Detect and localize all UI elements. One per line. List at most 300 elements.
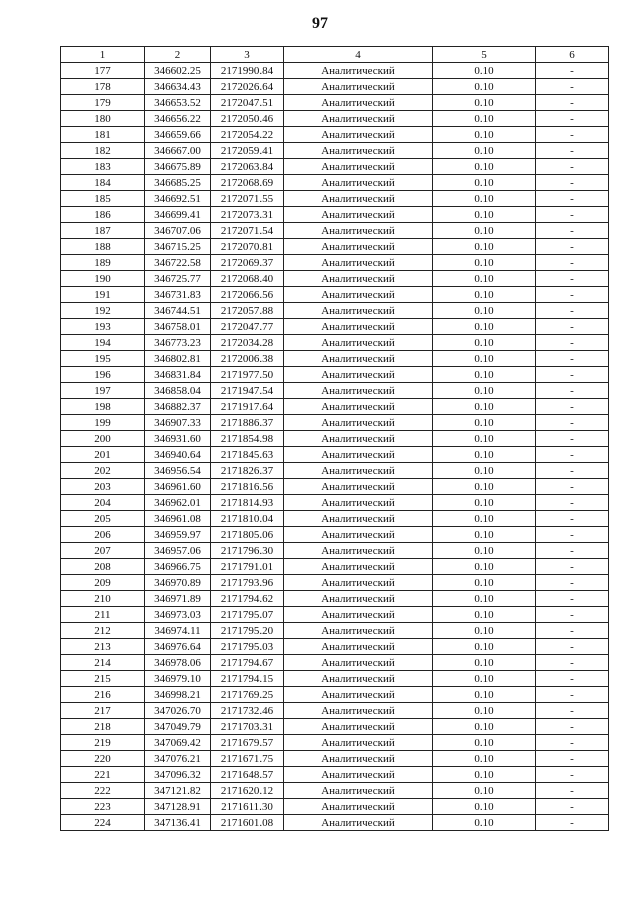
table-cell: 2171990.84 bbox=[211, 63, 284, 79]
table-cell: 2172050.46 bbox=[211, 111, 284, 127]
table-cell: 0.10 bbox=[433, 287, 536, 303]
table-cell: - bbox=[536, 575, 609, 591]
table-cell: 346979.10 bbox=[145, 671, 211, 687]
table-row bbox=[61, 335, 609, 351]
table-cell: 2171796.30 bbox=[211, 543, 284, 559]
table-cell: - bbox=[536, 607, 609, 623]
table-cell: Аналитический bbox=[284, 479, 433, 495]
table-cell: 194 bbox=[61, 335, 145, 351]
table-row bbox=[61, 319, 609, 335]
table-cell: 0.10 bbox=[433, 543, 536, 559]
table-cell: 2172063.84 bbox=[211, 159, 284, 175]
table-cell: 201 bbox=[61, 447, 145, 463]
table-cell: 0.10 bbox=[433, 351, 536, 367]
table-cell: 0.10 bbox=[433, 79, 536, 95]
table-cell: 0.10 bbox=[433, 511, 536, 527]
table-cell: 181 bbox=[61, 127, 145, 143]
table-row bbox=[61, 367, 609, 383]
table-cell: 180 bbox=[61, 111, 145, 127]
table-row bbox=[61, 111, 609, 127]
page-number: 97 bbox=[312, 15, 328, 32]
table-row bbox=[61, 287, 609, 303]
table-cell: 0.10 bbox=[433, 175, 536, 191]
table-cell: Аналитический bbox=[284, 303, 433, 319]
table-cell: Аналитический bbox=[284, 639, 433, 655]
coordinates-table bbox=[60, 46, 609, 831]
table-cell: 346971.89 bbox=[145, 591, 211, 607]
table-cell: 186 bbox=[61, 207, 145, 223]
table-cell: - bbox=[536, 671, 609, 687]
table-row bbox=[61, 671, 609, 687]
table-cell: 0.10 bbox=[433, 783, 536, 799]
table-cell: 2171793.96 bbox=[211, 575, 284, 591]
table-cell: 346659.66 bbox=[145, 127, 211, 143]
table-cell: Аналитический bbox=[284, 95, 433, 111]
table-cell: 0.10 bbox=[433, 591, 536, 607]
table-cell: - bbox=[536, 639, 609, 655]
table-cell: 346744.51 bbox=[145, 303, 211, 319]
table-cell: 203 bbox=[61, 479, 145, 495]
table-cell: Аналитический bbox=[284, 143, 433, 159]
table-cell: Аналитический bbox=[284, 335, 433, 351]
table-cell: - bbox=[536, 111, 609, 127]
table-cell: 212 bbox=[61, 623, 145, 639]
table-row bbox=[61, 431, 609, 447]
table-cell: 0.10 bbox=[433, 319, 536, 335]
table-cell: 347049.79 bbox=[145, 719, 211, 735]
table-row bbox=[61, 127, 609, 143]
table-cell: 346931.60 bbox=[145, 431, 211, 447]
table-row bbox=[61, 463, 609, 479]
table-cell: 346725.77 bbox=[145, 271, 211, 287]
table-cell: 346773.23 bbox=[145, 335, 211, 351]
column-header: 4 bbox=[284, 47, 433, 63]
table-cell: 347136.41 bbox=[145, 815, 211, 831]
table-cell: 0.10 bbox=[433, 671, 536, 687]
table-row bbox=[61, 687, 609, 703]
table-cell: Аналитический bbox=[284, 511, 433, 527]
table-cell: Аналитический bbox=[284, 383, 433, 399]
table-cell: Аналитический bbox=[284, 607, 433, 623]
table-cell: 215 bbox=[61, 671, 145, 687]
table-cell: 223 bbox=[61, 799, 145, 815]
table-cell: 0.10 bbox=[433, 335, 536, 351]
table-cell: 213 bbox=[61, 639, 145, 655]
table-cell: 216 bbox=[61, 687, 145, 703]
table-cell: - bbox=[536, 271, 609, 287]
table-cell: Аналитический bbox=[284, 207, 433, 223]
table-cell: - bbox=[536, 351, 609, 367]
table-cell: 2171794.62 bbox=[211, 591, 284, 607]
table-cell: 2171977.50 bbox=[211, 367, 284, 383]
table-row bbox=[61, 447, 609, 463]
table-cell: 0.10 bbox=[433, 767, 536, 783]
table-cell: - bbox=[536, 463, 609, 479]
table-row bbox=[61, 511, 609, 527]
table-cell: Аналитический bbox=[284, 159, 433, 175]
table-cell: 189 bbox=[61, 255, 145, 271]
table-cell: 204 bbox=[61, 495, 145, 511]
column-header: 5 bbox=[433, 47, 536, 63]
table-cell: 2171917.64 bbox=[211, 399, 284, 415]
table-cell: 346998.21 bbox=[145, 687, 211, 703]
table-cell: 185 bbox=[61, 191, 145, 207]
table-row bbox=[61, 143, 609, 159]
table-row bbox=[61, 543, 609, 559]
table-cell: 0.10 bbox=[433, 639, 536, 655]
table-cell: - bbox=[536, 287, 609, 303]
table-cell: 347076.21 bbox=[145, 751, 211, 767]
table-cell: - bbox=[536, 63, 609, 79]
table-cell: 346675.89 bbox=[145, 159, 211, 175]
table-cell: 2171845.63 bbox=[211, 447, 284, 463]
table-cell: 202 bbox=[61, 463, 145, 479]
table-cell: - bbox=[536, 479, 609, 495]
table-row bbox=[61, 575, 609, 591]
table-row bbox=[61, 95, 609, 111]
table-cell: 0.10 bbox=[433, 751, 536, 767]
table-cell: - bbox=[536, 431, 609, 447]
table-row bbox=[61, 815, 609, 831]
table-cell: - bbox=[536, 399, 609, 415]
table-cell: - bbox=[536, 751, 609, 767]
table-cell: 0.10 bbox=[433, 239, 536, 255]
table-cell: 197 bbox=[61, 383, 145, 399]
table-cell: 346656.22 bbox=[145, 111, 211, 127]
table-cell: 0.10 bbox=[433, 95, 536, 111]
table-cell: - bbox=[536, 559, 609, 575]
table-row bbox=[61, 719, 609, 735]
table-cell: 2171795.07 bbox=[211, 607, 284, 623]
table-cell: 2172059.41 bbox=[211, 143, 284, 159]
table-cell: 0.10 bbox=[433, 367, 536, 383]
table-cell: 2171816.56 bbox=[211, 479, 284, 495]
table-cell: Аналитический bbox=[284, 575, 433, 591]
table-cell: Аналитический bbox=[284, 719, 433, 735]
table-cell: Аналитический bbox=[284, 271, 433, 287]
table-cell: 210 bbox=[61, 591, 145, 607]
table-cell: - bbox=[536, 815, 609, 831]
table-cell: 0.10 bbox=[433, 607, 536, 623]
table-cell: Аналитический bbox=[284, 319, 433, 335]
table-cell: 0.10 bbox=[433, 735, 536, 751]
table-cell: 2171810.04 bbox=[211, 511, 284, 527]
table-cell: 198 bbox=[61, 399, 145, 415]
table-cell: 346602.25 bbox=[145, 63, 211, 79]
table-row bbox=[61, 495, 609, 511]
table-cell: 183 bbox=[61, 159, 145, 175]
table-row bbox=[61, 703, 609, 719]
table-cell: 2172068.40 bbox=[211, 271, 284, 287]
table-cell: - bbox=[536, 175, 609, 191]
table-cell: Аналитический bbox=[284, 223, 433, 239]
table-cell: 0.10 bbox=[433, 687, 536, 703]
table-cell: 0.10 bbox=[433, 255, 536, 271]
table-cell: Аналитический bbox=[284, 735, 433, 751]
table-cell: 0.10 bbox=[433, 63, 536, 79]
table-cell: - bbox=[536, 687, 609, 703]
table-cell: 205 bbox=[61, 511, 145, 527]
table-cell: 2172047.77 bbox=[211, 319, 284, 335]
table-cell: 2172026.64 bbox=[211, 79, 284, 95]
table-cell: 211 bbox=[61, 607, 145, 623]
table-header-row bbox=[61, 47, 609, 63]
table-cell: 346940.64 bbox=[145, 447, 211, 463]
table-cell: 208 bbox=[61, 559, 145, 575]
table-cell: 346974.11 bbox=[145, 623, 211, 639]
table-cell: 346961.60 bbox=[145, 479, 211, 495]
table-cell: 2171854.98 bbox=[211, 431, 284, 447]
table-row bbox=[61, 383, 609, 399]
table-cell: 177 bbox=[61, 63, 145, 79]
table-cell: 2171769.25 bbox=[211, 687, 284, 703]
table-cell: - bbox=[536, 543, 609, 559]
table-cell: 207 bbox=[61, 543, 145, 559]
table-cell: Аналитический bbox=[284, 175, 433, 191]
table-cell: - bbox=[536, 495, 609, 511]
table-cell: 0.10 bbox=[433, 559, 536, 575]
table-cell: 0.10 bbox=[433, 799, 536, 815]
table-row bbox=[61, 607, 609, 623]
table-cell: 0.10 bbox=[433, 703, 536, 719]
table-cell: - bbox=[536, 207, 609, 223]
table-cell: 346957.06 bbox=[145, 543, 211, 559]
table-cell: Аналитический bbox=[284, 671, 433, 687]
table-cell: 209 bbox=[61, 575, 145, 591]
table-cell: 346962.01 bbox=[145, 495, 211, 511]
table-cell: 346973.03 bbox=[145, 607, 211, 623]
table-cell: 0.10 bbox=[433, 111, 536, 127]
table-row bbox=[61, 639, 609, 655]
table-cell: Аналитический bbox=[284, 591, 433, 607]
table-cell: 2171805.06 bbox=[211, 527, 284, 543]
table-cell: 184 bbox=[61, 175, 145, 191]
table-cell: 347026.70 bbox=[145, 703, 211, 719]
table-body bbox=[61, 63, 609, 831]
table-row bbox=[61, 479, 609, 495]
table-cell: 0.10 bbox=[433, 143, 536, 159]
table-row bbox=[61, 527, 609, 543]
table-cell: 2171679.57 bbox=[211, 735, 284, 751]
table-cell: 0.10 bbox=[433, 495, 536, 511]
table-cell: Аналитический bbox=[284, 367, 433, 383]
table-cell: 0.10 bbox=[433, 655, 536, 671]
table-cell: 2171794.15 bbox=[211, 671, 284, 687]
table-cell: Аналитический bbox=[284, 655, 433, 671]
table-row bbox=[61, 175, 609, 191]
table-row bbox=[61, 191, 609, 207]
table-cell: - bbox=[536, 447, 609, 463]
table-cell: 0.10 bbox=[433, 399, 536, 415]
table-cell: 2171703.31 bbox=[211, 719, 284, 735]
table-cell: - bbox=[536, 127, 609, 143]
table-cell: 0.10 bbox=[433, 719, 536, 735]
table-cell: 2171648.57 bbox=[211, 767, 284, 783]
table-cell: - bbox=[536, 511, 609, 527]
table-cell: Аналитический bbox=[284, 623, 433, 639]
table-cell: Аналитический bbox=[284, 287, 433, 303]
table-cell: 2172069.37 bbox=[211, 255, 284, 271]
table-cell: 346978.06 bbox=[145, 655, 211, 671]
table-cell: 220 bbox=[61, 751, 145, 767]
table-cell: 346722.58 bbox=[145, 255, 211, 271]
table-cell: 191 bbox=[61, 287, 145, 303]
column-header: 3 bbox=[211, 47, 284, 63]
table-cell: 0.10 bbox=[433, 431, 536, 447]
column-header: 1 bbox=[61, 47, 145, 63]
table-cell: 346758.01 bbox=[145, 319, 211, 335]
table-row bbox=[61, 351, 609, 367]
table-row bbox=[61, 623, 609, 639]
table-cell: Аналитический bbox=[284, 127, 433, 143]
table-cell: 0.10 bbox=[433, 271, 536, 287]
table-cell: Аналитический bbox=[284, 415, 433, 431]
table-cell: 195 bbox=[61, 351, 145, 367]
table-cell: 0.10 bbox=[433, 527, 536, 543]
table-cell: 347069.42 bbox=[145, 735, 211, 751]
table-cell: Аналитический bbox=[284, 783, 433, 799]
table-cell: 2171795.03 bbox=[211, 639, 284, 655]
table-cell: 0.10 bbox=[433, 463, 536, 479]
table-cell: Аналитический bbox=[284, 431, 433, 447]
table-row bbox=[61, 559, 609, 575]
table-cell: 2172047.51 bbox=[211, 95, 284, 111]
table-cell: 2171671.75 bbox=[211, 751, 284, 767]
table-cell: 346707.06 bbox=[145, 223, 211, 239]
table-cell: 346715.25 bbox=[145, 239, 211, 255]
table-cell: - bbox=[536, 159, 609, 175]
table-cell: Аналитический bbox=[284, 703, 433, 719]
table-cell: 346976.64 bbox=[145, 639, 211, 655]
table-cell: Аналитический bbox=[284, 63, 433, 79]
table-cell: - bbox=[536, 767, 609, 783]
table-cell: 196 bbox=[61, 367, 145, 383]
table-cell: 2171794.67 bbox=[211, 655, 284, 671]
table-cell: 346956.54 bbox=[145, 463, 211, 479]
table-cell: 214 bbox=[61, 655, 145, 671]
table-row bbox=[61, 751, 609, 767]
table-cell: Аналитический bbox=[284, 751, 433, 767]
table-cell: 2171791.01 bbox=[211, 559, 284, 575]
table-cell: 2171947.54 bbox=[211, 383, 284, 399]
table-cell: 0.10 bbox=[433, 223, 536, 239]
table-row bbox=[61, 767, 609, 783]
table-cell: 2172070.81 bbox=[211, 239, 284, 255]
table-cell: - bbox=[536, 79, 609, 95]
table-cell: - bbox=[536, 143, 609, 159]
table-cell: 192 bbox=[61, 303, 145, 319]
table-cell: 346634.43 bbox=[145, 79, 211, 95]
table-cell: 0.10 bbox=[433, 159, 536, 175]
table-cell: Аналитический bbox=[284, 559, 433, 575]
table-cell: 2171732.46 bbox=[211, 703, 284, 719]
table-cell: 179 bbox=[61, 95, 145, 111]
table-cell: Аналитический bbox=[284, 351, 433, 367]
table-cell: 0.10 bbox=[433, 623, 536, 639]
table-cell: 2171814.93 bbox=[211, 495, 284, 511]
table-row bbox=[61, 783, 609, 799]
table-cell: 346731.83 bbox=[145, 287, 211, 303]
table-cell: 346685.25 bbox=[145, 175, 211, 191]
table-row bbox=[61, 415, 609, 431]
table-cell: - bbox=[536, 591, 609, 607]
table-cell: - bbox=[536, 335, 609, 351]
table-cell: - bbox=[536, 367, 609, 383]
table-cell: 2172066.56 bbox=[211, 287, 284, 303]
table-cell: 2172006.38 bbox=[211, 351, 284, 367]
table-cell: 200 bbox=[61, 431, 145, 447]
table-cell: 346907.33 bbox=[145, 415, 211, 431]
table-row bbox=[61, 159, 609, 175]
table-cell: 190 bbox=[61, 271, 145, 287]
table-cell: 347096.32 bbox=[145, 767, 211, 783]
table-cell: 0.10 bbox=[433, 383, 536, 399]
table-cell: 0.10 bbox=[433, 479, 536, 495]
table-cell: - bbox=[536, 383, 609, 399]
table-cell: 187 bbox=[61, 223, 145, 239]
table-row bbox=[61, 655, 609, 671]
table-cell: 0.10 bbox=[433, 815, 536, 831]
table-cell: - bbox=[536, 239, 609, 255]
table-cell: 347128.91 bbox=[145, 799, 211, 815]
table-cell: Аналитический bbox=[284, 495, 433, 511]
table-cell: - bbox=[536, 655, 609, 671]
table-cell: 0.10 bbox=[433, 127, 536, 143]
table-cell: 0.10 bbox=[433, 191, 536, 207]
table-row bbox=[61, 399, 609, 415]
table-cell: 2172071.55 bbox=[211, 191, 284, 207]
table-cell: 2172073.31 bbox=[211, 207, 284, 223]
table-cell: - bbox=[536, 95, 609, 111]
table-cell: 199 bbox=[61, 415, 145, 431]
table-cell: Аналитический bbox=[284, 543, 433, 559]
column-header: 6 bbox=[536, 47, 609, 63]
table-cell: 346802.81 bbox=[145, 351, 211, 367]
table-cell: 0.10 bbox=[433, 447, 536, 463]
table-cell: 217 bbox=[61, 703, 145, 719]
table-cell: 2171886.37 bbox=[211, 415, 284, 431]
table-cell: 224 bbox=[61, 815, 145, 831]
table-cell: Аналитический bbox=[284, 799, 433, 815]
table-cell: Аналитический bbox=[284, 815, 433, 831]
table-cell: 346699.41 bbox=[145, 207, 211, 223]
table-cell: 2171611.30 bbox=[211, 799, 284, 815]
table-cell: Аналитический bbox=[284, 447, 433, 463]
table-row bbox=[61, 735, 609, 751]
table-row bbox=[61, 207, 609, 223]
column-header: 2 bbox=[145, 47, 211, 63]
table-cell: 346653.52 bbox=[145, 95, 211, 111]
table-cell: 0.10 bbox=[433, 575, 536, 591]
table-cell: Аналитический bbox=[284, 767, 433, 783]
table-cell: 346970.89 bbox=[145, 575, 211, 591]
table-cell: - bbox=[536, 703, 609, 719]
table-cell: Аналитический bbox=[284, 527, 433, 543]
table-cell: 2171826.37 bbox=[211, 463, 284, 479]
table-row bbox=[61, 79, 609, 95]
table-cell: Аналитический bbox=[284, 191, 433, 207]
table-cell: - bbox=[536, 719, 609, 735]
table-cell: 0.10 bbox=[433, 207, 536, 223]
table-row bbox=[61, 223, 609, 239]
table-cell: 2171601.08 bbox=[211, 815, 284, 831]
table-cell: 178 bbox=[61, 79, 145, 95]
table-cell: 222 bbox=[61, 783, 145, 799]
table-cell: Аналитический bbox=[284, 255, 433, 271]
table-cell: Аналитический bbox=[284, 79, 433, 95]
table-row bbox=[61, 63, 609, 79]
table-cell: Аналитический bbox=[284, 463, 433, 479]
